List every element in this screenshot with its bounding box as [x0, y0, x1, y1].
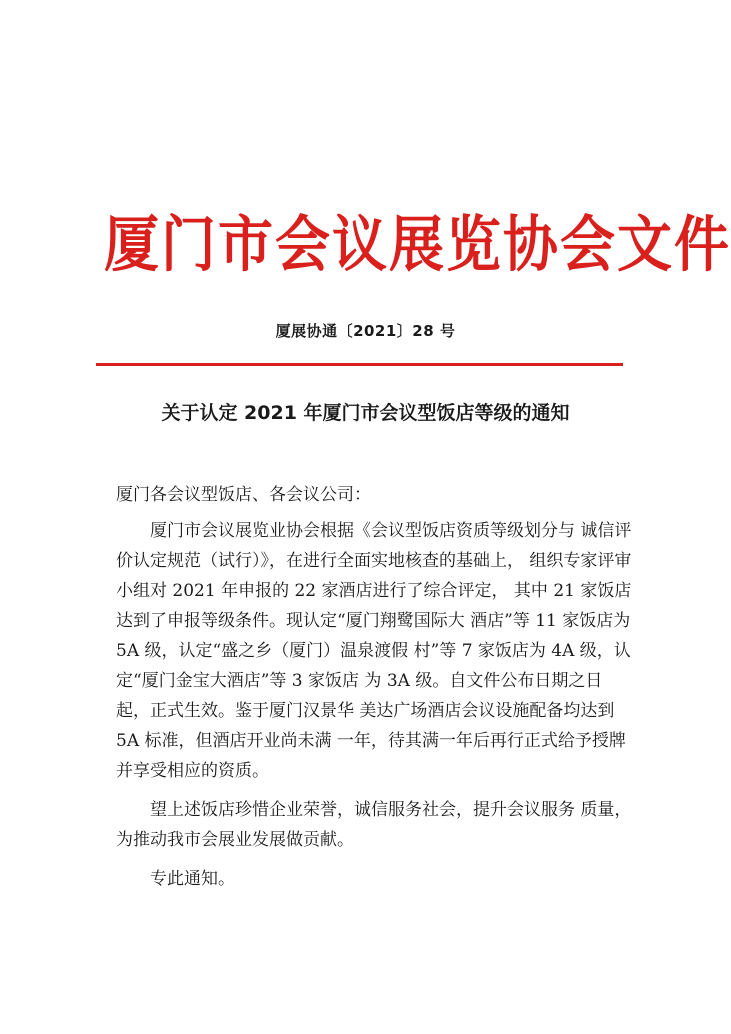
paragraph-1 — [116, 516, 636, 786]
paragraph-line: 质量，为推动我市会展业发展做贡献。 — [116, 800, 632, 850]
paragraph-line: 望上述饭店珍惜企业荣誉，诚信服务社会，提升会议服务 — [150, 800, 575, 820]
org-masthead-title: 厦门市会议展览协会文件 — [104, 207, 731, 280]
paragraph-line: 美达广场酒店会议设施配备均达到 5A 标准，但酒店开业尚未满 — [116, 701, 615, 751]
paragraph-line: 一年，待其满一年后再行正式给予授牌并享受相应的资质。 — [116, 731, 626, 781]
document-number: 厦展协通〔2021〕28 号 — [275, 322, 456, 340]
paragraph-line: 诚信评价认定规范（试行）》，在进行全面实地核查的基础上， — [116, 521, 632, 571]
notice-body — [116, 480, 636, 894]
paragraph-line: 厦门市会议展览业协会根据《会议型饭店资质等级划分与 — [150, 521, 575, 541]
notice-title: 关于认定 2021 年厦门市会议型饭店等级的通知 — [161, 402, 570, 424]
paragraph-line: 其中 21 家饭店达到了申报等级条件。现认定“厦门翔鹭国际大 — [116, 581, 632, 631]
paragraph-line: 为 3A 级。自文件公布日期之日起，正式生效。鉴于厦门汉景华 — [116, 671, 603, 721]
paragraph-line: 村”等 7 家饭店为 4A 级，认定“厦门金宝大酒店”等 3 家饭店 — [116, 641, 631, 691]
paragraph-line: 酒店”等 11 家饭店为 5A 级，认定“盛之乡（厦门）温泉渡假 — [116, 611, 631, 661]
salutation: 厦门各会议型饭店、各会议公司： — [116, 485, 371, 505]
red-divider-rule — [96, 363, 623, 366]
paragraph-2 — [116, 795, 636, 855]
paragraph-line: 组织专家评审小组对 2021 年申报的 22 家酒店进行了综合评定， — [116, 551, 632, 601]
closing-line: 专此通知。 — [150, 869, 235, 889]
